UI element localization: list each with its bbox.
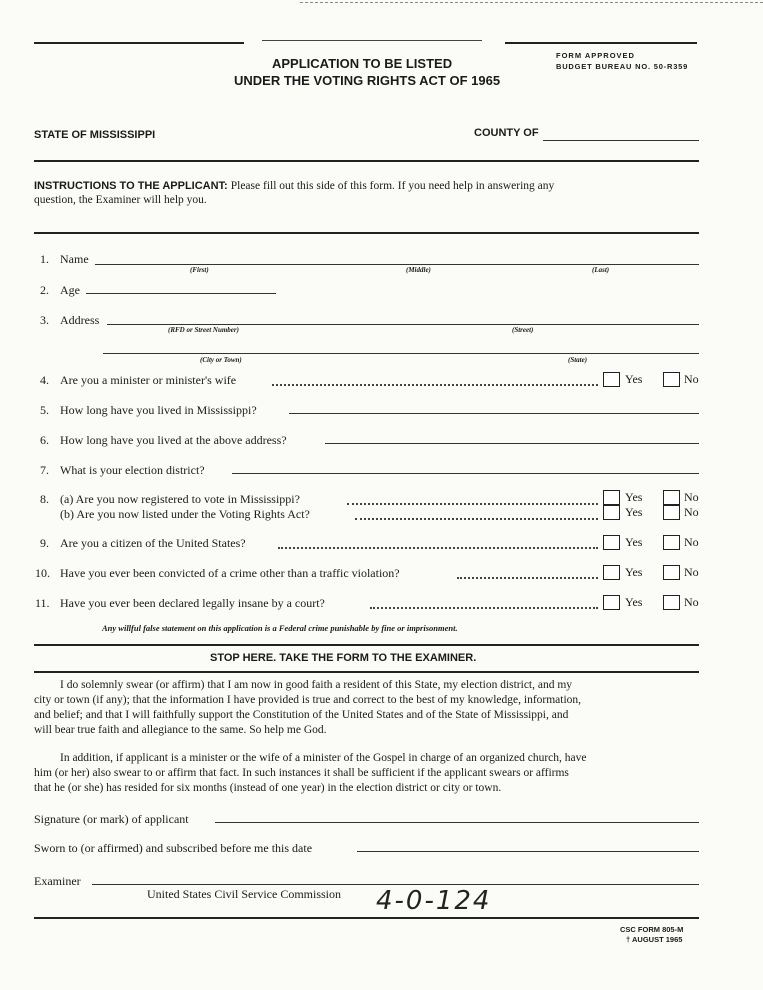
q8a-no-checkbox[interactable] xyxy=(663,490,680,505)
q6-label: How long have you lived at the above address? xyxy=(60,433,287,447)
q7-number: 7. xyxy=(40,463,49,477)
section-rule-1 xyxy=(34,160,699,162)
q3-number: 3. xyxy=(40,313,49,327)
q5-label: How long have you lived in Mississippi? xyxy=(60,403,257,417)
instructions-heading: INSTRUCTIONS TO THE APPLICANT: xyxy=(34,180,228,192)
q8b-no-label: No xyxy=(684,505,699,519)
name-middle-sublabel: (Middle) xyxy=(406,266,431,274)
q8a-yes-label: Yes xyxy=(625,490,643,504)
address-state-sublabel: (State) xyxy=(568,356,588,364)
oath-line3: and belief; and that I will faithfully support the Constitution of the United States and of the State of Mississippi, and xyxy=(34,709,569,721)
q7-answer-field[interactable] xyxy=(232,473,699,474)
q11-yes-checkbox[interactable] xyxy=(603,595,620,610)
q2-label: Age xyxy=(60,283,80,297)
q10-yes-label: Yes xyxy=(625,565,643,579)
header-rule-mid xyxy=(262,40,482,41)
footer-date-text: AUGUST 1965 xyxy=(631,935,683,944)
address-street-field[interactable] xyxy=(107,324,699,325)
q6-number: 6. xyxy=(40,433,49,447)
age-field[interactable] xyxy=(86,293,276,294)
stop-here-notice: STOP HERE. TAKE THE FORM TO THE EXAMINER. xyxy=(210,652,477,664)
q8a-label: (a) Are you now registered to vote in Mississippi? xyxy=(60,492,300,506)
q7-label: What is your election district? xyxy=(60,463,205,477)
bottom-rule xyxy=(34,917,699,919)
q2-number: 2. xyxy=(40,283,49,297)
q8-number: 8. xyxy=(40,492,49,506)
q11-number: 11. xyxy=(35,596,50,610)
sworn-label: Sworn to (or affirmed) and subscribed before me this date xyxy=(34,841,313,855)
q6-answer-field[interactable] xyxy=(325,443,699,444)
q1-number: 1. xyxy=(40,252,49,266)
q11-yes-label: Yes xyxy=(625,595,643,609)
top-edge-rule xyxy=(300,2,763,3)
q8b-yes-checkbox[interactable] xyxy=(603,505,620,520)
q4-label: Are you a minister or minister's wife xyxy=(60,373,237,387)
q10-yes-checkbox[interactable] xyxy=(603,565,620,580)
q10-leader-dots xyxy=(457,577,598,579)
address-city-field[interactable] xyxy=(103,353,699,354)
q5-number: 5. xyxy=(40,403,49,417)
q4-no-checkbox[interactable] xyxy=(663,372,680,387)
signature-label: Signature (or mark) of applicant xyxy=(34,812,189,826)
commission-label: United States Civil Service Commission xyxy=(147,887,341,901)
q8b-yes-label: Yes xyxy=(625,505,643,519)
q5-answer-field[interactable] xyxy=(289,413,699,414)
q10-no-label: No xyxy=(684,565,699,579)
q11-no-label: No xyxy=(684,595,699,609)
q1-label: Name xyxy=(60,252,89,266)
form-title-line1: APPLICATION TO BE LISTED xyxy=(272,56,453,71)
q11-leader-dots xyxy=(370,607,598,609)
name-last-sublabel: (Last) xyxy=(592,266,610,274)
q9-no-label: No xyxy=(684,535,699,549)
q8a-no-label: No xyxy=(684,490,699,504)
signature-field[interactable] xyxy=(215,822,699,823)
q8a-yes-checkbox[interactable] xyxy=(603,490,620,505)
name-first-sublabel: (First) xyxy=(190,266,209,274)
county-label: COUNTY OF xyxy=(474,127,539,139)
q4-yes-checkbox[interactable] xyxy=(603,372,620,387)
q8b-label: (b) Are you now listed under the Voting Rights Act? xyxy=(60,507,310,521)
false-statement-warning: Any willful false statement on this application is a Federal crime punishable by fine or imprisonment. xyxy=(102,623,458,633)
address-street-sublabel: (Street) xyxy=(512,326,534,334)
addition-line2: him (or her) also swear to or affirm that fact. In such instances it shall be sufficient if the applicant swears or affirms xyxy=(34,767,569,779)
form-approved-label: FORM APPROVED xyxy=(556,51,635,60)
oath-line2: city or town (if any); that the information I have provided is true and correct to the best of my knowledge, information, xyxy=(34,694,582,706)
q9-number: 9. xyxy=(40,536,49,550)
q9-no-checkbox[interactable] xyxy=(663,535,680,550)
q9-yes-checkbox[interactable] xyxy=(603,535,620,550)
instructions xyxy=(34,178,554,193)
q10-number: 10. xyxy=(35,566,50,580)
sworn-date-field[interactable] xyxy=(357,851,699,852)
section-rule-3 xyxy=(34,644,699,646)
q4-yes-label: Yes xyxy=(625,372,643,386)
header-rule-right xyxy=(505,42,697,44)
q11-no-checkbox[interactable] xyxy=(663,595,680,610)
state-label: STATE OF MISSISSIPPI xyxy=(34,129,156,141)
footer-mark: † xyxy=(626,935,631,944)
q10-label: Have you ever been convicted of a crime other than a traffic violation? xyxy=(60,566,400,580)
q4-number: 4. xyxy=(40,373,49,387)
handwritten-number: 4-0-124 xyxy=(376,886,492,916)
form-date xyxy=(626,935,682,944)
q9-label: Are you a citizen of the United States? xyxy=(60,536,246,550)
q8b-leader-dots xyxy=(355,518,598,520)
addition-line1: In addition, if applicant is a minister or the wife of a minister of the Gospel in charge of an organized church, have xyxy=(60,752,587,764)
address-rfd-sublabel: (RFD or Street Number) xyxy=(168,326,239,334)
q9-yes-label: Yes xyxy=(625,535,643,549)
q4-no-label: No xyxy=(684,372,699,386)
q4-leader-dots xyxy=(272,384,598,386)
header-rule-left xyxy=(34,42,244,44)
form-title-line2: UNDER THE VOTING RIGHTS ACT OF 1965 xyxy=(234,73,501,88)
q9-leader-dots xyxy=(278,547,598,549)
csc-form-number: CSC FORM 805-M xyxy=(620,925,684,934)
addition-line3: that he (or she) has resided for six months (instead of one year) in the election district or city or town. xyxy=(34,782,502,794)
address-city-sublabel: (City or Town) xyxy=(200,356,242,364)
examiner-signature-field[interactable] xyxy=(92,884,699,885)
q8a-leader-dots xyxy=(347,503,598,505)
instructions-text-line1: Please fill out this side of this form. If you need help in answering any xyxy=(230,180,555,192)
q3-label: Address xyxy=(60,313,100,327)
oath-line4: will bear true faith and allegiance to the same. So help me God. xyxy=(34,724,327,736)
county-field[interactable] xyxy=(543,140,699,141)
section-rule-4 xyxy=(34,671,699,673)
budget-bureau-number: BUDGET BUREAU NO. 50-R359 xyxy=(556,62,689,71)
section-rule-2 xyxy=(34,232,699,234)
examiner-label: Examiner xyxy=(34,874,81,888)
q8b-no-checkbox[interactable] xyxy=(663,505,680,520)
q10-no-checkbox[interactable] xyxy=(663,565,680,580)
q11-label: Have you ever been declared legally insane by a court? xyxy=(60,596,325,610)
oath-line1: I do solemnly swear (or affirm) that I am now in good faith a resident of this State, my election district, and my xyxy=(60,679,573,691)
instructions-text-line2: question, the Examiner will help you. xyxy=(34,194,207,206)
name-field[interactable] xyxy=(95,264,699,265)
